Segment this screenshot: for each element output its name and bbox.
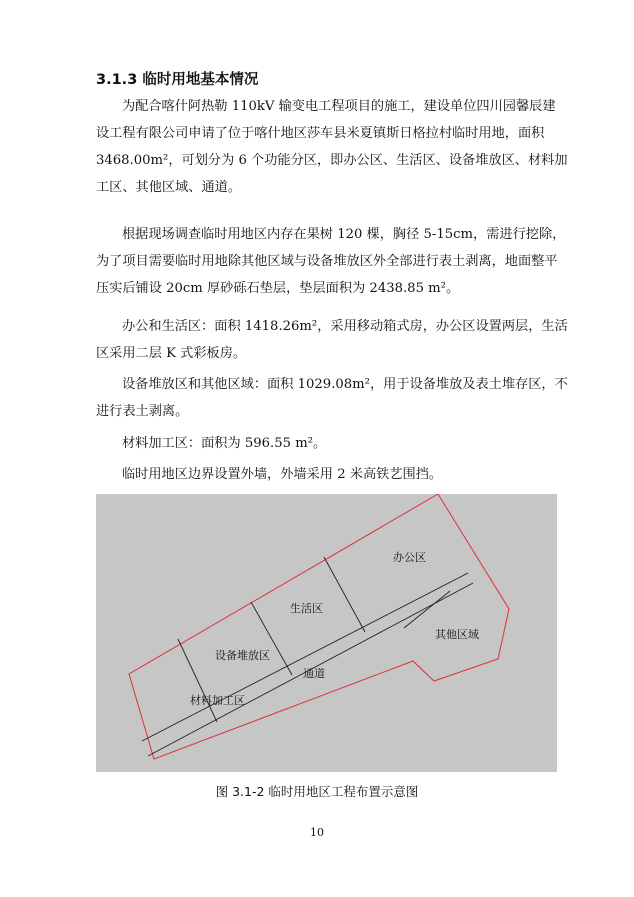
section-heading [96,68,258,89]
site-layout-diagram [96,494,557,772]
paragraph-line: 设备堆放区和其他区域：面积 1029.08m²，用于设备堆放及表土堆存区，不 [122,377,568,392]
section-number: 3.1.3 [96,72,138,88]
paragraph-line: 办公和生活区：面积 1418.26m²，采用移动箱式房，办公区设置两层，生活 [122,319,568,334]
paragraph-office-living [96,313,568,367]
zone-label-other: 其他区域 [435,628,479,641]
zone-label-office: 办公区 [393,551,426,564]
paragraph-fence [96,461,541,488]
zone-label-living: 生活区 [290,602,323,615]
paragraph-line: 设工程有限公司申请了位于喀什地区莎车县米夏镇斯日格拉村临时用地，面积 [96,126,545,141]
page-number: 10 [310,826,324,839]
site-layout-figure [96,494,557,772]
paragraph-line: 临时用地区边界设置外墙，外墙采用 2 米高铁艺围挡。 [122,467,443,482]
paragraph-material [96,430,541,457]
paragraph-overview [96,93,568,201]
zone-label-material: 材料加工区 [190,694,245,707]
paragraph-line: 区采用二层 K 式彩板房。 [96,346,247,361]
paragraph-line: 根据现场调查临时用地区内存在果树 120 棵，胸径 5-15cm，需进行挖除， [122,227,566,242]
paragraph-equipment [96,371,568,425]
paragraph-line: 3468.00m²，可划分为 6 个功能分区，即办公区、生活区、设备堆放区、材料加 [96,153,568,168]
figure-caption: 图 3.1-2 临时用地区工程布置示意图 [215,784,419,799]
figure-background [96,494,557,772]
paragraph-line: 材料加工区：面积为 596.55 m²。 [122,436,327,451]
paragraph-line: 进行表土剥离。 [96,404,189,419]
paragraph-line: 为了项目需要临时用地除其他区域与设备堆放区外全部进行表土剥离，地面整平 [96,254,558,269]
paragraph-site-survey [96,221,566,302]
paragraph-line: 为配合喀什阿热勒 110kV 输变电工程项目的施工，建设单位四川园馨辰建 [122,99,556,114]
paragraph-line: 工区、其他区域、通道。 [96,180,242,195]
zone-label-road: 通道 [303,667,325,680]
paragraph-line: 压实后铺设 20cm 厚砂砾石垫层，垫层面积为 2438.85 m²。 [96,281,460,296]
zone-label-equipment: 设备堆放区 [215,649,270,662]
section-title: 临时用地基本情况 [142,72,259,88]
